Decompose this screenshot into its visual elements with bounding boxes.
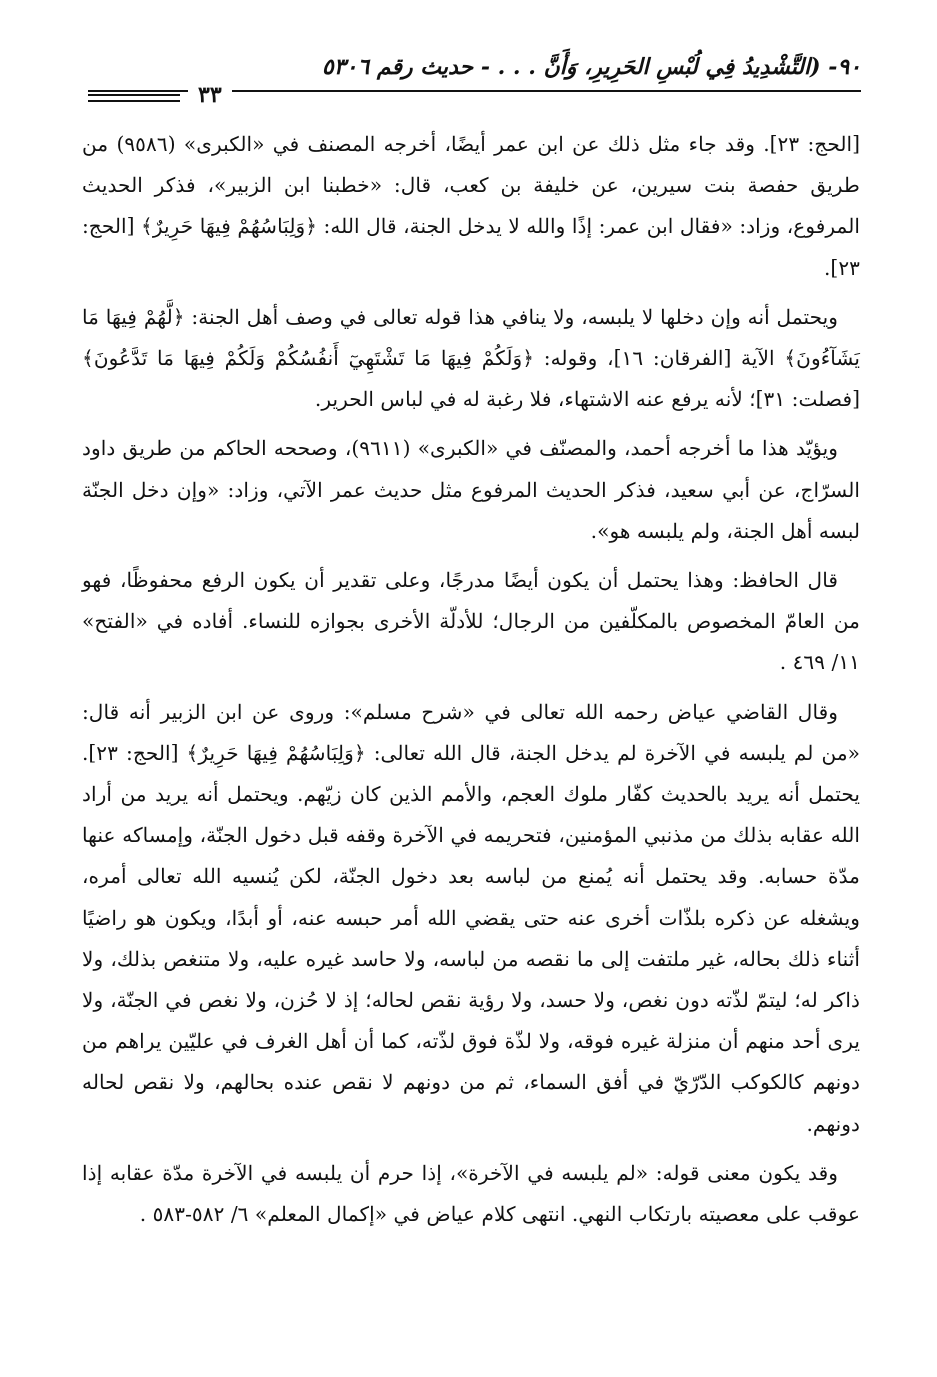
body-text bbox=[82, 124, 860, 1235]
page-number: ٣٣ bbox=[188, 82, 232, 108]
paragraph-4: قال الحافظ: وهذا يحتمل أن يكون أيضًا مدرجًا، وعلى تقدير أن يكون الرفع محفوظًا، فهو من العامّ المخصوص بالمكلّفين من الرجال؛ للأدلّة الأخرى بجوازه للنساء. أفاده في «الفتح» ١١/ ٤٦٩ . bbox=[82, 568, 860, 675]
header-double-rule bbox=[88, 94, 180, 106]
header-title: ٩٠- (التَّشْدِيدُ فِي لُبْسِ الحَرِيرِ، وَأَنَّ . . . - حديث رقم ٥٣٠٦ bbox=[321, 54, 861, 80]
paragraph-5: وقال القاضي عياض رحمه الله تعالى في «شرح مسلم»: وروى عن ابن الزبير أنه قال: «من لم يلبسه في الآخرة لم يدخل الجنة، قال الله تعالى: ﴿وَلِبَاسُهُمْ فِيهَا حَرِيرٌ﴾ [الحج: ٢٣]. يحتمل أنه يريد بالحديث كفّار ملوك العجم، والأمم الذين كان زيّهم. ويحتمل أنه يريد من أراد الله عقابه بذلك من مذنبي المؤمنين، فتحريمه في الآخرة وقفه قبل دخول الجنّة، وإمساكه عنها مدّة حسابه. وقد يحتمل أنه يُمنع من لباسه بعد دخول الجنّة، لكن يُنسيه الله تعالى أمره، ويشغله عن ذكره بلذّات أخرى عنه حتى يقضي الله أمر حبسه عنه، أو أبدًا، ويكون هو راضيًا أثناء ذلك بحاله، غير ملتفت إلى ما نقصه من لباسه، ولا حاسد غيره عليه، ولا متنغص بذلك، ولا ذاكر له؛ ليتمّ لذّته دون نغص، ولا حسد، ولا رؤية نقص لحاله؛ إذ لا حُزن، ولا نغص في الجنّة، ولا يرى أحد منهم أن منزلة غيره فوقه، ولا لذّة فوق لذّته، كما أن أهل الغرف في عليّين يراهم من دونهم كالكوكب الدّرّيّ في أفق السماء، ثم من دونهم لا نقص عنده بحالهم، ولا نقص لحاله دونهم. bbox=[82, 699, 860, 1136]
paragraph-3: ويؤيّد هذا ما أخرجه أحمد، والمصنّف في «الكبرى» (٩٦١١)، وصححه الحاكم من طريق داود السرّاج، عن أبي سعيد، فذكر الحديث المرفوع مثل حديث عمر الآتي، وزاد: «وإن دخل الجنّة لبسه أهل الجنة، ولم يلبسه هو». bbox=[82, 436, 860, 543]
page-header bbox=[88, 40, 861, 118]
paragraph-6: وقد يكون معنى قوله: «لم يلبسه في الآخرة»، إذا حرم أن يلبسه في الآخرة مدّة عقابه إذا عوقب على معصيته بارتكاب النهي. انتهى كلام عياض في «إكمال المعلم» ٦/ ٥٨٢-٥٨٣ . bbox=[82, 1160, 860, 1227]
paragraph-1: [الحج: ٢٣]. وقد جاء مثل ذلك عن ابن عمر أيضًا، أخرجه المصنف في «الكبرى» (٩٥٨٦) من طريق حفصة بنت سيرين، عن خليفة بن كعب، قال: «خطبنا ابن الزبير»، فذكر الحديث المرفوع، وزاد: «فقال ابن عمر: إذًا والله لا يدخل الجنة، قال الله: ﴿وَلِبَاسُهُمْ فِيهَا حَرِيرٌ﴾ [الحج: ٢٣]. bbox=[82, 132, 860, 280]
paragraph-2: ويحتمل أنه وإن دخلها لا يلبسه، ولا ينافي هذا قوله تعالى في وصف أهل الجنة: ﴿لَّهُمْ فِيهَا مَا يَشَآءُونَ﴾ الآية [الفرقان: ١٦]، وقوله: ﴿وَلَكُمْ فِيهَا مَا تَشْتَهِيٓ أَنفُسُكُمْ وَلَكُمْ فِيهَا مَا تَدَّعُونَ﴾ [فصلت: ٣١]؛ لأنه يرفع عنه الاشتهاء، فلا رغبة له في لباس الحرير. bbox=[82, 304, 861, 412]
